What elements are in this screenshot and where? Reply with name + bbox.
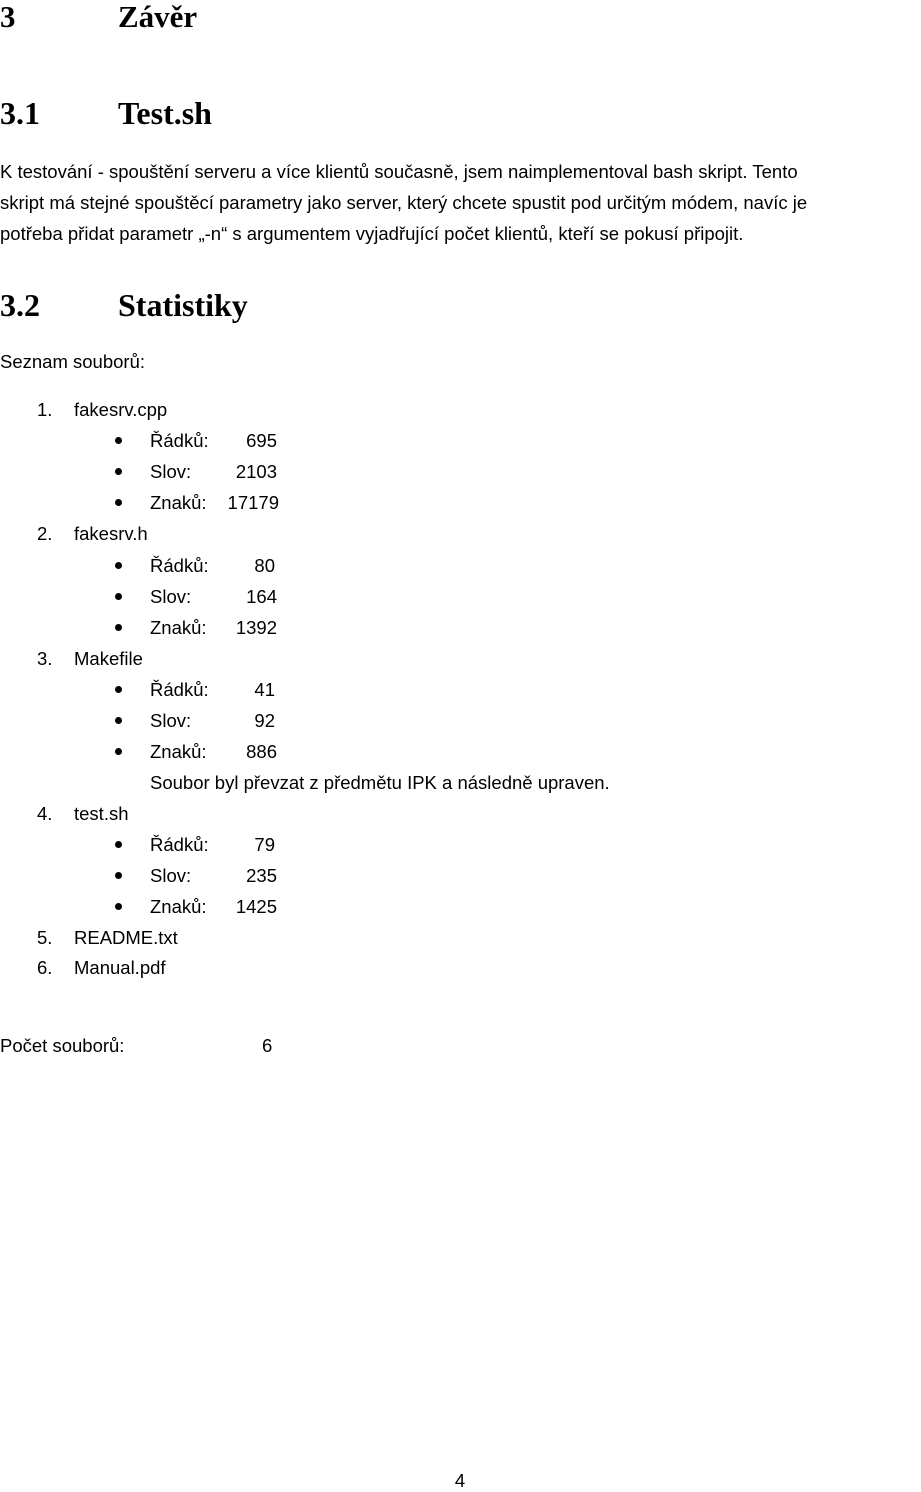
heading-3-number: 3 [0,0,16,34]
stat-value: 79 [254,834,275,855]
file-list-intro: Seznam souborů: [0,351,146,372]
stat-label: Řádků: [150,430,209,451]
list-item-name: Makefile [74,648,143,669]
stat-value: 17179 [227,492,279,513]
page-number: 4 [454,1470,466,1491]
heading-3-2-title: Statistiky [118,287,248,323]
list-item-number: 6. [37,957,53,978]
list-item-number: 3. [37,648,53,669]
list-item-name: README.txt [74,927,178,948]
stat-label: Znaků: [150,617,207,638]
stat-value: 235 [246,865,277,886]
file-count-value: 6 [262,1035,273,1056]
stat-value: 1392 [235,617,277,638]
stat-label: Řádků: [150,679,209,700]
file-count-label: Počet souborů: [0,1035,125,1056]
stat-label: Řádků: [150,834,209,855]
bullet-icon [115,841,122,848]
bullet-icon [115,499,122,506]
stat-label: Znaků: [150,492,207,513]
file-note: Soubor byl převzat z předmětu IPK a následně upraven. [150,772,610,793]
stat-value: 41 [254,679,275,700]
stat-value: 695 [246,430,277,451]
stat-label: Znaků: [150,741,207,762]
list-item-number: 1. [37,399,53,420]
stat-value: 886 [246,741,277,762]
bullet-icon [115,624,122,631]
paragraph-line-3: potřeba přidat parametr „-n“ s argumentem vyjadřující počet klientů, kteří se pokusí připojit. [0,223,744,244]
list-item-name: fakesrv.h [74,523,148,544]
heading-3-1-title: Test.sh [118,95,212,131]
list-item-name: fakesrv.cpp [74,399,168,420]
bullet-icon [115,717,122,724]
paragraph-line-1: K testování - spouštění serveru a více klientů současně, jsem naimplementoval bash skript. Tento [0,161,798,182]
stat-value: 164 [246,586,277,607]
stat-label: Znaků: [150,896,207,917]
stat-value: 2103 [235,461,277,482]
bullet-icon [115,872,122,879]
stat-label: Slov: [150,461,192,482]
list-item-number: 2. [37,523,53,544]
stat-value: 92 [254,710,275,731]
stat-label: Slov: [150,586,192,607]
bullet-icon [115,562,122,569]
heading-3-1-number: 3.1 [0,95,40,131]
bullet-icon [115,468,122,475]
stat-label: Slov: [150,710,192,731]
list-item-number: 5. [37,927,53,948]
stat-value: 1425 [235,896,277,917]
list-item-name: test.sh [74,803,129,824]
bullet-icon [115,903,122,910]
bullet-icon [115,686,122,693]
bullet-icon [115,593,122,600]
list-item-name: Manual.pdf [74,957,166,978]
heading-3-2-number: 3.2 [0,287,40,323]
bullet-icon [115,437,122,444]
stat-label: Slov: [150,865,192,886]
stat-value: 80 [254,555,275,576]
bullet-icon [115,748,122,755]
heading-3-title: Závěr [118,0,198,34]
list-item-number: 4. [37,803,53,824]
stat-label: Řádků: [150,555,209,576]
paragraph-line-2: skript má stejné spouštěcí parametry jako server, který chcete spustit pod určitým módem, navíc je [0,192,808,213]
